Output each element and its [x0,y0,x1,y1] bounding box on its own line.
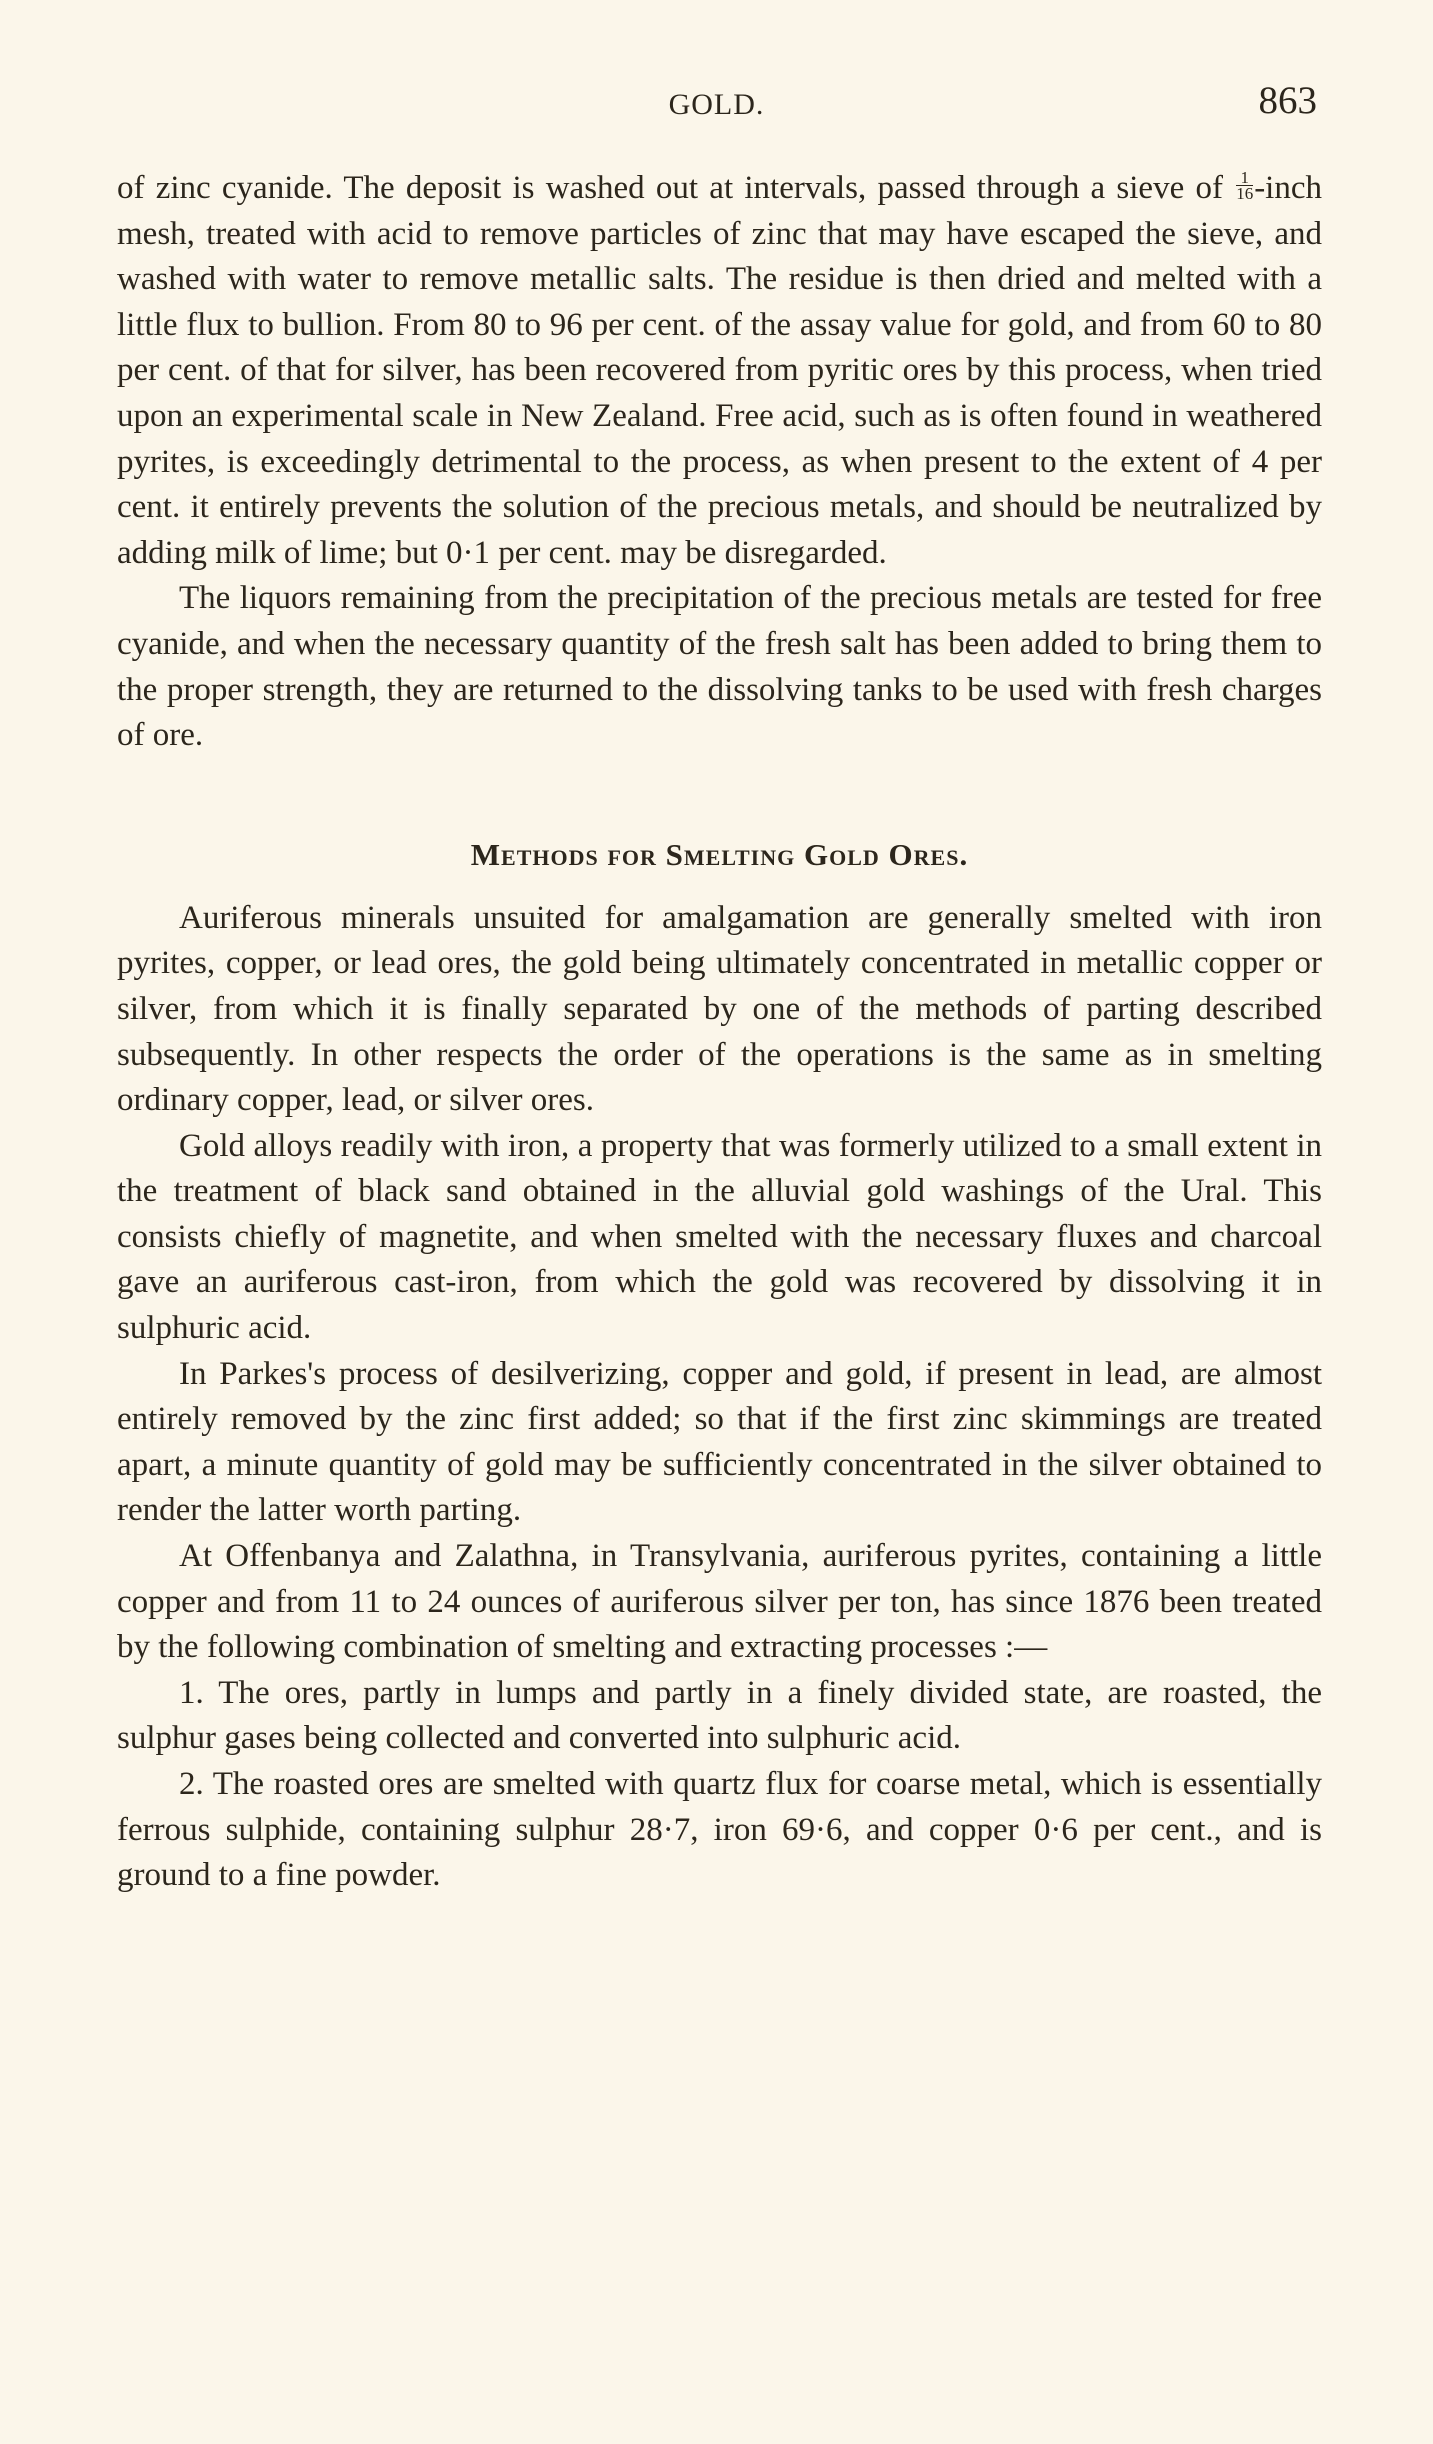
paragraph-step-2: 2. The roasted ores are smelted with quartz flux for coarse metal, which is essentially ferrous sulphide, containing sulphur 28·7, iron 69·6, and copper 0·6 per cent., and is ground to a fine powder. [117,1766,1322,1894]
paragraph-zinc-cyanide [117,166,1322,576]
paragraph-text: of zinc cyanide. The deposit is washed out at intervals, passed through a sieve of [117,170,1235,206]
paragraph-auriferous-minerals: Auriferous minerals unsuited for amalgamation are generally smelted with iron pyrites, copper, or lead ores, the gold being ultimately concentrated in metallic copper or silver, from which it is finally separated by one of the methods of parting described subsequently. In other respects the order of the operations is the same as in smelting ordinary copper, lead, or silver ores. [117,899,1322,1119]
fraction-sixteenth [1236,167,1254,203]
page-number: 863 [1258,79,1317,122]
paragraph-text: -inch mesh, treated with acid to remove particles of zinc that may have escaped the sieve, and washed with water to remove metallic salts. The residue is then dried and melted with a little flux to bullion. From 80 to 96 per cent. of the assay value for gold, and from 60 to 80 per cent. of that for silver, has been recovered from pyritic ores by this process, when tried upon an experimental scale in New Zealand. Free acid, such as is often found in weathered pyrites, is exceedingly detrimental to the process, as when present to the extent of 4 per cent. it entirely prevents the solution of the precious metals, and should be neutralized by adding milk of lime; but 0·1 per cent. may be disregarded. [117,170,1322,571]
running-head-title: GOLD. [668,88,765,121]
paragraph-gold-alloys: Gold alloys readily with iron, a property that was formerly utilized to a small extent in the treatment of black sand obtained in the alluvial gold washings of the Ural. This consists chiefly of magnetite, and when smelted with the necessary fluxes and charcoal gave an auriferous cast-iron, from which the gold was recovered by dissolving it in sulphuric acid. [117,1127,1322,1347]
paragraph-offenbanya: At Offenbanya and Zalathna, in Transylvania, auriferous pyrites, containing a little copper and from 11 to 24 ounces of auriferous silver per ton, has since 1876 been treated by the following combination of smelting and extracting processes :— [117,1538,1322,1666]
section-heading: Methods for Smelting Gold Ores. [470,836,969,872]
body-text [117,166,1322,1899]
paragraph-liquors: The liquors remaining from the precipitation of the precious metals are tested for free cyanide, and when the necessary quantity of the fresh salt has been added to bring them to the proper strength, they are returned to the dissolving tanks to be used with fresh charges of ore. [117,580,1322,754]
fraction-denominator: 16 [1236,183,1254,203]
paragraph-step-1: 1. The ores, partly in lumps and partly in a finely divided state, are roasted, the sulphur gases being collected and converted into sulphuric acid. [117,1674,1322,1757]
paragraph-parkes-process: In Parkes's process of desilverizing, copper and gold, if present in lead, are almost entirely removed by the zinc first added; so that if the first zinc skimmings are treated apart, a minute quantity of gold may be sufficiently concentrated in the silver obtained to render the latter worth parting. [117,1355,1322,1529]
fraction-numerator: 1 [1236,170,1253,186]
running-head [0,79,1433,136]
